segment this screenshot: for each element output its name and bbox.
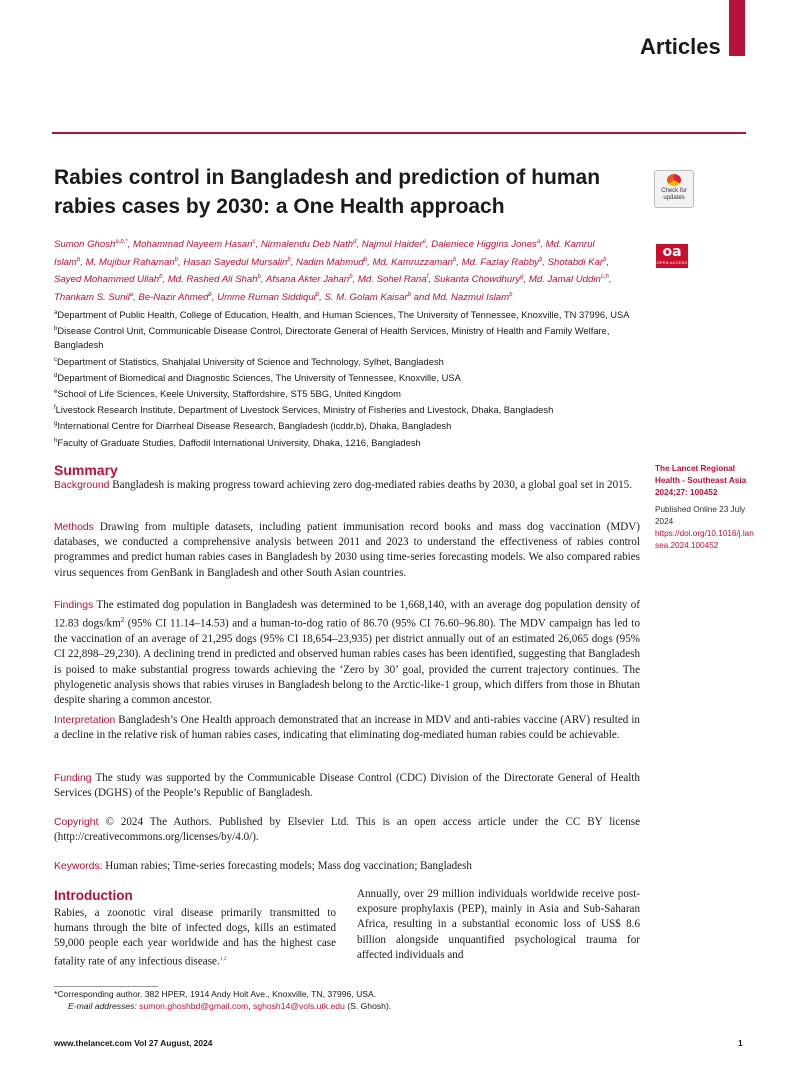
affiliation-item [54, 401, 646, 417]
summary-funding [54, 771, 640, 801]
author-name: Md. Nazmul Islam [432, 292, 510, 304]
affiliation-list [54, 306, 646, 450]
author-separator: , [133, 292, 139, 304]
author-affiliation-marker: a,b,* [115, 239, 128, 245]
summary-background [54, 478, 640, 493]
article-title: Rabies control in Bangladesh and prediction of human rabies cases by 2030: a One Health approach [54, 166, 601, 218]
published-date: Published Online 23 July 2024 [655, 505, 746, 527]
crossmark-icon [667, 174, 681, 186]
intro-column-1 [54, 906, 336, 970]
affiliation-text: Department of Public Health, College of Education, Health, and Human Sciences, The University of Tennessee, Knoxville, TN 37996, USA [57, 309, 630, 321]
author-separator: , [425, 239, 432, 251]
background-text: Bangladesh is making progress toward achieving zero dog-mediated rabies deaths by 2030, a global goal set in 2015. [112, 479, 632, 491]
author-name: Md. Sohel Rana [357, 274, 427, 286]
funding-label: Funding [54, 773, 92, 784]
summary-copyright [54, 815, 640, 845]
email-link-1[interactable]: sumon.ghoshbd@gmail.com [139, 1001, 249, 1012]
author-name: S. M. Golam Kaisar [324, 292, 408, 304]
author-affiliation-marker: c [252, 239, 256, 245]
author-affiliation-marker: b [538, 256, 543, 263]
author-name: Md. Kamrul Islam [54, 239, 595, 268]
header-accent-bar [729, 0, 745, 56]
journal-footer: www.thelancet.com Vol 27 August, 2024 [54, 1038, 213, 1048]
interpretation-text: Bangladesh’s One Health approach demonstrated that an increase in MDV and anti-rabies vaccine (ARV) resulted in a decline in the relative risk of human rabies cases, indicating that eliminating dog-mediated human rabies could be achievable. [54, 714, 640, 742]
author-affiliation-marker: g [520, 274, 524, 281]
affiliation-marker: h [54, 437, 58, 444]
author-separator: , [428, 274, 434, 286]
author-affiliation-marker: b [363, 256, 368, 263]
author-separator: , [540, 239, 546, 251]
methods-label: Methods [54, 522, 94, 533]
summary-heading: Summary [54, 462, 118, 478]
author-separator: , [178, 256, 184, 268]
affiliation-item [54, 417, 646, 433]
interpretation-label: Interpretation [54, 715, 116, 726]
author-name: M. Mujibur Rahaman [85, 256, 175, 268]
author-affiliation-marker: b [257, 274, 261, 281]
author-separator: , [290, 256, 297, 268]
copyright-end: ). [252, 831, 259, 844]
author-affiliation-marker: b [76, 256, 81, 263]
author-separator: and [410, 292, 433, 304]
author-affiliation-marker: d [353, 239, 357, 245]
affiliation-marker: e [54, 388, 58, 395]
email-suffix: (S. Ghosh). [347, 1001, 392, 1012]
author-separator: , [356, 239, 362, 251]
author-separator: , [456, 256, 462, 268]
summary-interpretation [54, 713, 640, 743]
findings-text-b: (95% CI 11.14–14.53) and a human-to-dog ratio of 86.70 (95% CI 76.60–96.80). The MDV campaign has led to the vaccination of an average of 21,295 dogs (95% CI 18,654–23,935) per district annually out of an estimated 26,065 dogs (95% CI 22,898–29,230). A declining trend in predicted and observed human rabies cases has been identified, suggesting that Bangladesh is poised to make substantial progress towards achieving the ‘Zero by 30’ goal, provided the current trajectory continues. The phylogenetic analysis shows that rabies viruses in Bangladesh belong to the Arctic-like-1 group, which differs from those in Bhutan despite sharing a common ancestor. [54, 617, 640, 706]
author-name: Sumon Ghosh [54, 239, 116, 251]
check-updates-label: Check for updates [661, 188, 687, 201]
author-affiliation-marker: b [603, 256, 607, 263]
author-separator: , [608, 274, 612, 286]
author-name: Afsana Akter Jahan [265, 274, 350, 286]
author-separator: , [319, 292, 325, 304]
intro-column-2: Annually, over 29 million individuals worldwide receive post-exposure prophylaxis (PEP), mainly in Asia and Sub-Saharan Africa, resulting in a substantial economic loss of US$ 8.6 billion alongside unquantified psychological trauma for affected individuals and [357, 888, 640, 961]
header-rule [52, 132, 746, 134]
author-affiliation-marker: b [349, 274, 353, 281]
author-name: Be-Nazir Ahmed [138, 292, 209, 304]
affiliation-marker: a [54, 310, 58, 316]
author-separator: , [211, 292, 218, 304]
author-affiliation-marker: a [129, 292, 134, 299]
author-name: Nadim Mahmud [296, 256, 364, 268]
journal-citation: The Lancet Regional Health - Southeast Asia 2024;27: 100452 [655, 464, 747, 497]
keywords [54, 859, 640, 874]
author-name: Md. Jamal Uddin [528, 274, 601, 286]
intro-col1-text: Rabies, a zoonotic viral disease primarily transmitted to humans through the bite of infected dogs, kills an estimated 59,000 people each year worldwide and has the highest case fatality rate of any infectious disease. [54, 907, 336, 968]
affiliation-item [54, 353, 646, 369]
author-name: Sukanta Chowdhury [433, 274, 521, 286]
affiliation-item [54, 369, 646, 385]
corresponding-footnote: *Corresponding author. 382 HPER, 1914 Andy Holt Ave., Knoxville, TN, 37996, USA. E-mail addresses: sumon.ghoshbd@gmail.com, sghosh14@vols.utk.edu (S. Ghosh). [54, 989, 392, 1012]
summary-findings [54, 598, 640, 708]
author-name: Mohammad Nayeem Hasan [133, 239, 253, 251]
email-label: E-mail addresses: [68, 1001, 137, 1012]
author-affiliation-marker: f [426, 274, 429, 281]
author-name: Md. Kamruzzaman [372, 256, 453, 268]
affiliation-text: School of Life Sciences, Keele University, Staffordshire, ST5 5BG, United Kingdom [57, 388, 401, 400]
affiliation-marker: c [54, 356, 57, 363]
methods-text: Drawing from multiple datasets, including patient immunisation record books and mass dog vaccination (MDV) databases, we conducted a comprehensive analysis between 2011 and 2023 to understand the effectiveness of rabies control programmes and predict human rabies cases in Bangladesh by 2030 using time-series forecasting models. We also compared rabies virus sequences from GenBank in Bangladesh and other South Asian countries. [54, 521, 640, 579]
affiliation-marker: g [54, 421, 58, 428]
email-link-2[interactable]: sghosh14@vols.utk.edu [253, 1001, 345, 1012]
affiliation-marker: b [54, 326, 58, 333]
author-name: Umme Ruman Siddiqui [217, 292, 316, 304]
funding-text: The study was supported by the Communicable Disease Control (CDC) Division of the Directorate General of Health Services (DGHS) of the People’s Republic of Bangladesh. [54, 772, 640, 800]
author-name: Sayed Mohammed Ullah [54, 274, 160, 286]
background-label: Background [54, 480, 110, 491]
author-separator: , [542, 256, 548, 268]
author-affiliation-marker: b [407, 292, 411, 299]
author-separator: , [127, 239, 134, 251]
affiliation-text: Livestock Research Institute, Department of Livestock Services, Ministry of Fisheries and Livestock, Dhaka, Bangladesh [55, 404, 554, 416]
author-name: Najmul Haider [361, 239, 423, 251]
author-name: Shotabdi Kar [547, 256, 604, 268]
author-separator: , [80, 256, 86, 268]
author-separator: , [260, 274, 266, 286]
author-affiliation-marker: b [208, 292, 212, 299]
author-name: Hasan Sayedul Mursalin [183, 256, 288, 268]
affiliation-marker: f [54, 405, 56, 412]
author-affiliation-marker: b [159, 274, 163, 281]
author-name: Thankam S. Sunil [54, 292, 130, 304]
affiliation-item [54, 385, 646, 401]
affiliation-item [54, 306, 646, 322]
author-separator: , [523, 274, 529, 286]
author-affiliation-marker: b [174, 256, 178, 263]
affiliation-marker: d [54, 372, 58, 379]
author-affiliation-marker: b [452, 256, 457, 263]
author-affiliation-marker: b [509, 292, 513, 299]
author-affiliation-marker: e [422, 239, 426, 245]
intro-col1-refs: 1,2 [219, 955, 227, 962]
summary-methods [54, 520, 640, 581]
author-affiliation-marker: b [287, 256, 291, 263]
author-separator: , [352, 274, 358, 286]
copyright-label: Copyright [54, 817, 99, 828]
section-label: Articles [640, 34, 721, 59]
affiliation-text: Faculty of Graduate Studies, Daffodil International University, Dhaka, 1216, Bangladesh [57, 436, 421, 448]
affiliation-text: Department of Biomedical and Diagnostic Sciences, The University of Tennessee, Knoxville, USA [57, 371, 461, 383]
doi-link[interactable]: https://doi.org/10.1016/j.lansea.2024.100452 [655, 528, 754, 550]
journal-sidebar [655, 463, 755, 552]
findings-label: Findings [54, 600, 94, 611]
findings-text-a: The estimated dog population in Bangladesh was determined to be 1,668,140, with an average dog population density of 12.83 dogs/km [54, 599, 640, 630]
license-link[interactable]: http://creativecommons.org/licenses/by/4.0/ [57, 831, 253, 844]
author-list [54, 235, 614, 306]
corresponding-author: *Corresponding author. 382 HPER, 1914 Andy Holt Ave., Knoxville, TN, 37996, USA. [54, 989, 377, 999]
affiliation-text: Disease Control Unit, Communicable Disease Control, Directorate General of Health Services, Ministry of Health and Family Welfare, Bangladesh [54, 325, 610, 351]
author-affiliation-marker: c,h [600, 274, 609, 281]
check-for-updates-button[interactable] [654, 170, 694, 208]
author-name: Md. Fazlay Rabby [461, 256, 539, 268]
footnote-rule [54, 986, 158, 987]
author-affiliation-marker: b [315, 292, 320, 299]
affiliation-text: International Centre for Diarrheal Disease Research, Bangladesh (icddr,b), Dhaka, Bangladesh [57, 420, 452, 432]
author-separator: , [367, 256, 373, 268]
open-access-badge [656, 244, 688, 268]
page-number: 1 [738, 1038, 743, 1048]
author-affiliation-marker: a [536, 239, 541, 245]
introduction-heading: Introduction [54, 888, 133, 903]
author-name: Nirmalendu Deb Nath [260, 239, 354, 251]
affiliation-item [54, 322, 646, 352]
keywords-text: Human rabies; Time-series forecasting models; Mass dog vaccination; Bangladesh [105, 860, 472, 872]
copyright-text: © 2024 The Authors. Published by Elsevier Ltd. This is an open access article under the CC BY license ( [54, 816, 640, 844]
author-name: Daleniece Higgins Jones [431, 239, 537, 251]
author-name: Md. Rashed Ali Shah [167, 274, 258, 286]
findings-superscript: 2 [120, 616, 125, 625]
keywords-label: Keywords: [54, 861, 103, 872]
author-separator: , [606, 256, 610, 268]
oa-sub-label: OPEN ACCESS [656, 260, 688, 265]
oa-logo-icon: oa [662, 244, 682, 260]
author-separator: , [255, 239, 261, 251]
affiliation-item [54, 434, 646, 450]
author-separator: , [162, 274, 168, 286]
affiliation-text: Department of Statistics, Shahjalal University of Science and Technology, Sylhet, Bangladesh [57, 355, 444, 367]
